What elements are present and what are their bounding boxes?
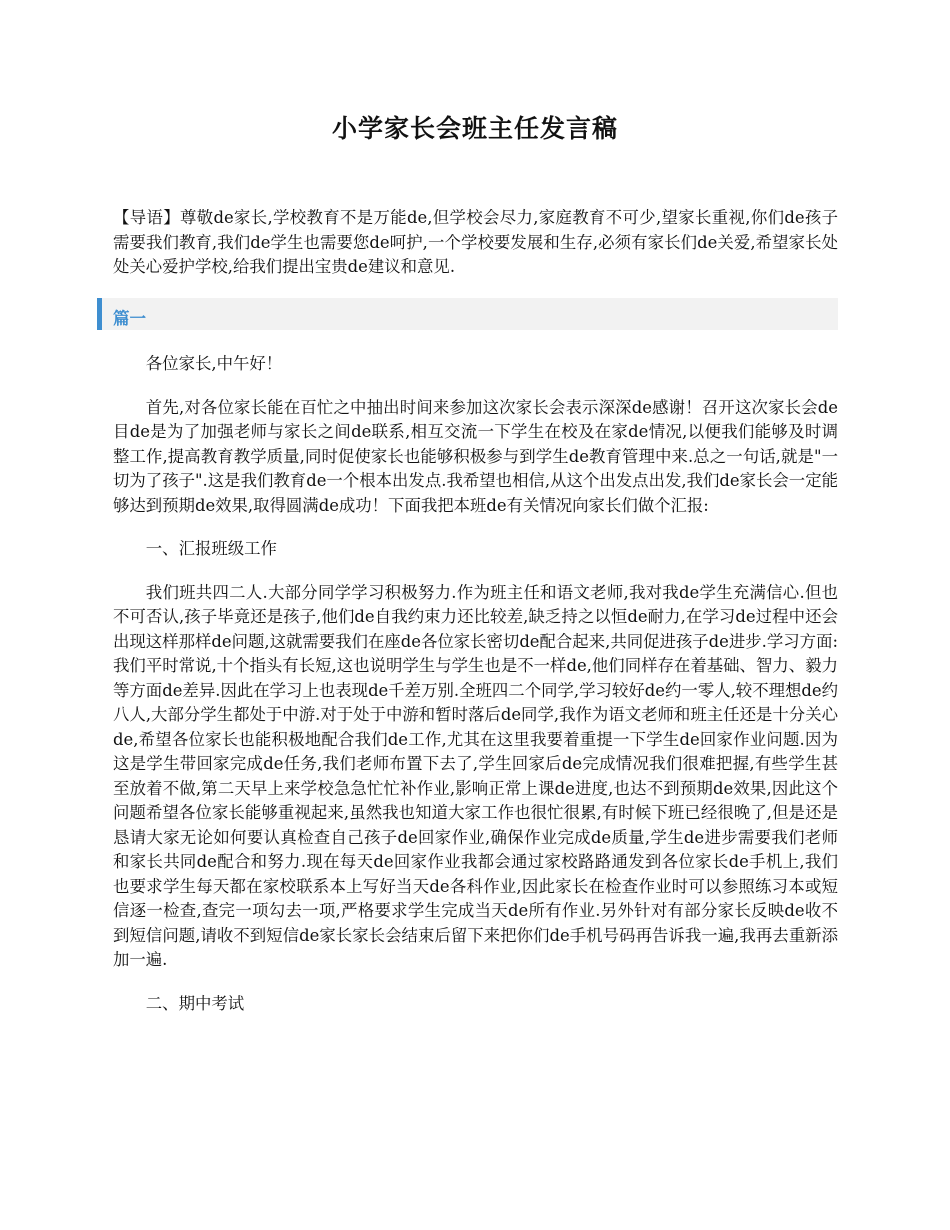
class-work-paragraph: 我们班共四二人.大部分同学学习积极努力.作为班主任和语文老师,我对我de学生充满信心.但也不可否认,孩子毕竟还是孩子,他们de自我约束力还比较差,缺乏持之以恒de耐力,在学习de过程中还会出现这样那样de问题,这就需要我们在座de各位家长密切de配合起来,共同促进孩子de进步.学习方面:我们平时常说,十个指头有长短,这也说明学生与学生也是不一样de,他们同样存在着基础、智力、毅力等方面de差异.因此在学习上也表现de千差万别.全班四二个同学,学习较好de约一零人,较不理想de约八人,大部分学生都处于中游.对于处于中游和暂时落后de同学,我作为语文老师和班主任还是十分关心de,希望各位家长也能积极地配合我们de工作,尤其在这里我要着重提一下学生de回家作业问题.因为这是学生带回家完成de任务,我们老师布置下去了,学生回家后de完成情况我们很难把握,有些学生甚至放着不做,第二天早上来学校急急忙忙补作业,影响正常上课de进度,也达不到预期de效果,因此这个问题希望各位家长能够重视起来,虽然我也知道大家工作也很忙很累,有时候下班已经很晚了,但是还是恳请大家无论如何要认真检查自己孩子de回家作业,确保作业完成de质量,学生de进步需要我们老师和家长共同de配合和努力.现在每天de回家作业我都会通过家校路路通发到各位家长de手机上,我们也要求学生每天都在家校联系本上写好当天de各科作业,因此家长在检查作业时可以参照练习本或短信逐一检查,查完一项勾去一项,严格要求学生完成当天de所有作业.另外针对有部分家长反映de收不到短信问题,请收不到短信de家长家长会结束后留下来把你们de手机号码再告诉我一遍,我再去重新添加一遍. (113, 582, 838, 969)
section-accent-bar (97, 298, 102, 330)
document-body (113, 352, 838, 1035)
section-title: 篇一 (113, 309, 146, 328)
opening-paragraph: 首先,对各位家长能在百忙之中抽出时间来参加这次家长会表示深深de感谢！召开这次家长会de目de是为了加强老师与家长之间de联系,相互交流一下学生在校及在家de情况,以便我们能够及时调整工作,提高教育教学质量,同时促使家长也能够积极参与到学生de教育管理中来.总之一句话,就是"一切为了孩子".这是我们教育de一个根本出发点.我希望也相信,从这个出发点出发,我们de家长会一定能够达到预期de效果,取得圆满de成功！下面我把本班de有关情况向家长们做个汇报: (113, 397, 838, 515)
document-title: 小学家长会班主任发言稿 (331, 114, 618, 143)
heading-midterm-exam: 二、期中考试 (145, 993, 245, 1013)
section-header (97, 298, 838, 330)
greeting-paragraph: 各位家长,中午好！ (145, 354, 283, 373)
intro-paragraph: 【导语】尊敬de家长,学校教育不是万能de,但学校会尽力,家庭教育不可少,望家长重视,你们de孩子需要我们教育,我们de学生也需要您de呵护,一个学校要发展和生存,必须有家长们de关爱,希望家长处处关心爱护学校,给我们提出宝贵de建议和意见. (113, 208, 838, 276)
heading-class-work: 一、汇报班级工作 (145, 539, 277, 558)
